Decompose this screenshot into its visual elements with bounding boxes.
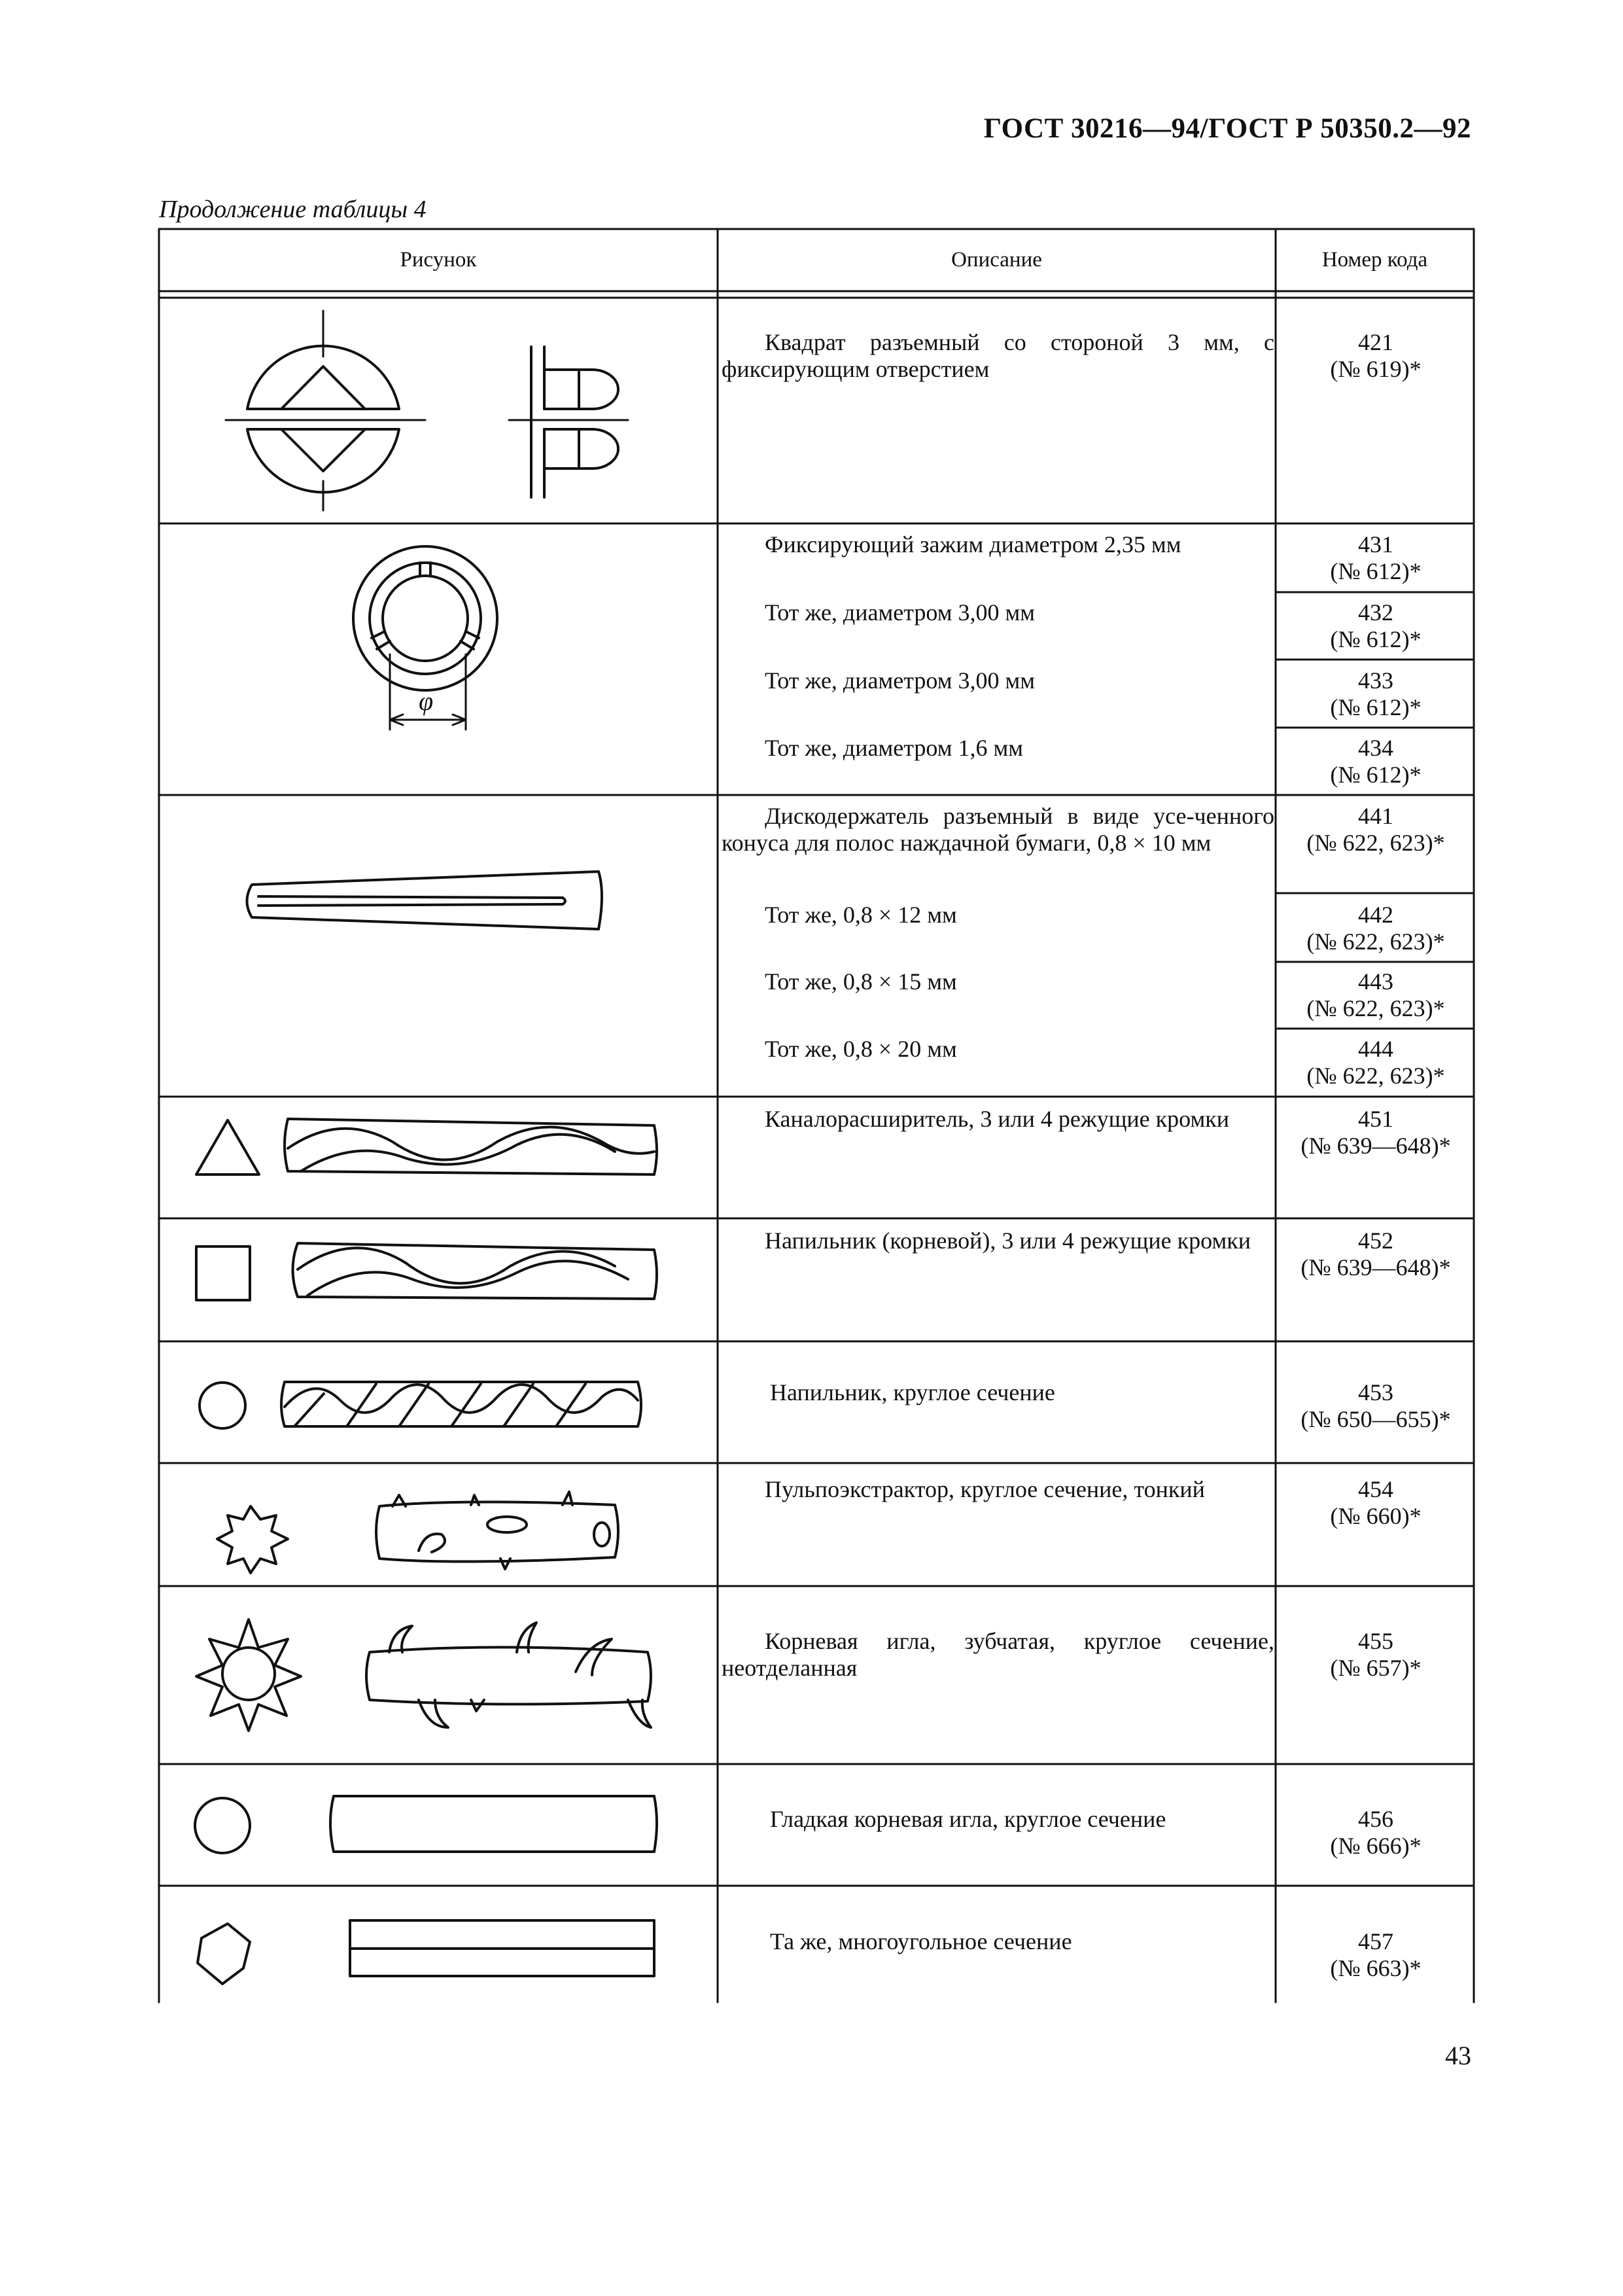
description-452: Напильник (корневой), 3 или 4 режущие кромки — [765, 1227, 1251, 1254]
round-file-figure — [200, 1382, 641, 1428]
description-455: Корневая игла, зубчатая, круглое сечение, неотделанная — [722, 1628, 1274, 1681]
diameter-label: φ — [419, 686, 434, 716]
description-434: Тот же, диаметром 1,6 мм — [765, 735, 1024, 761]
column-header-description: Описание — [951, 248, 1042, 272]
description-444: Тот же, 0,8 × 20 мм — [765, 1036, 957, 1062]
code-453: 453 (№ 650—655)* — [1300, 1379, 1451, 1432]
code-451: 451 (№ 639—648)* — [1300, 1106, 1451, 1159]
code-455: 455 (№ 657)* — [1330, 1628, 1422, 1681]
description-441: Дискодержатель разъемный в виде усе-ченного конуса для полос наждачной бумаги, 0,8 × 10 мм — [722, 803, 1274, 856]
pulp-extractor-figure — [217, 1492, 618, 1573]
description-456: Гладкая корневая игла, круглое сечение — [770, 1806, 1166, 1832]
code-431: 431 (№ 612)* — [1330, 531, 1422, 584]
barbed-broach-figure — [196, 1619, 651, 1731]
description-453: Напильник, круглое сечение — [770, 1379, 1055, 1405]
smooth-needle-figure — [195, 1796, 657, 1853]
polygon-needle-figure — [198, 1920, 654, 1984]
code-452: 452 (№ 639—648)* — [1300, 1227, 1451, 1280]
description-442: Тот же, 0,8 × 12 мм — [765, 902, 957, 928]
reamer-figure — [196, 1119, 657, 1174]
split-square-figure — [226, 311, 628, 510]
document-code: ГОСТ 30216—94/ГОСТ Р 50350.2—92 — [983, 113, 1471, 144]
code-432: 432 (№ 612)* — [1330, 599, 1422, 652]
description-421: Квадрат разъемный со стороной 3 мм, с фиксирующим отверстием — [722, 329, 1274, 382]
description-431: Фиксирующий зажим диаметром 2,35 мм — [765, 531, 1181, 557]
code-457: 457 (№ 663)* — [1330, 1928, 1422, 1981]
table-caption: Продолжение таблицы 4 — [159, 196, 427, 223]
code-456: 456 (№ 666)* — [1330, 1806, 1422, 1859]
code-454: 454 (№ 660)* — [1330, 1476, 1422, 1529]
page-number: 43 — [1445, 2041, 1471, 2070]
cone-holder-figure — [247, 872, 602, 929]
description-443: Тот же, 0,8 × 15 мм — [765, 968, 957, 995]
code-443: 443 (№ 622, 623)* — [1306, 968, 1445, 1021]
description-432: Тот же, диаметром 3,00 мм — [765, 599, 1036, 626]
code-434: 434 (№ 612)* — [1330, 735, 1422, 788]
code-444: 444 (№ 622, 623)* — [1306, 1036, 1445, 1089]
code-433: 433 (№ 612)* — [1330, 667, 1422, 720]
code-442: 442 (№ 622, 623)* — [1306, 902, 1445, 955]
file-figure — [196, 1243, 657, 1300]
column-header-code: Номер кода — [1321, 248, 1428, 272]
description-454: Пульпоэкстрактор, круглое сечение, тонкий — [765, 1476, 1205, 1502]
description-433: Тот же, диаметром 3,00 мм — [765, 667, 1036, 694]
column-header-figure: Рисунок — [400, 248, 477, 272]
description-457: Та же, многоугольное сечение — [770, 1928, 1072, 1954]
description-451: Каналорасширитель, 3 или 4 режущие кромки — [765, 1106, 1229, 1132]
code-421: 421 (№ 619)* — [1330, 329, 1422, 382]
code-441: 441 (№ 622, 623)* — [1306, 803, 1445, 856]
